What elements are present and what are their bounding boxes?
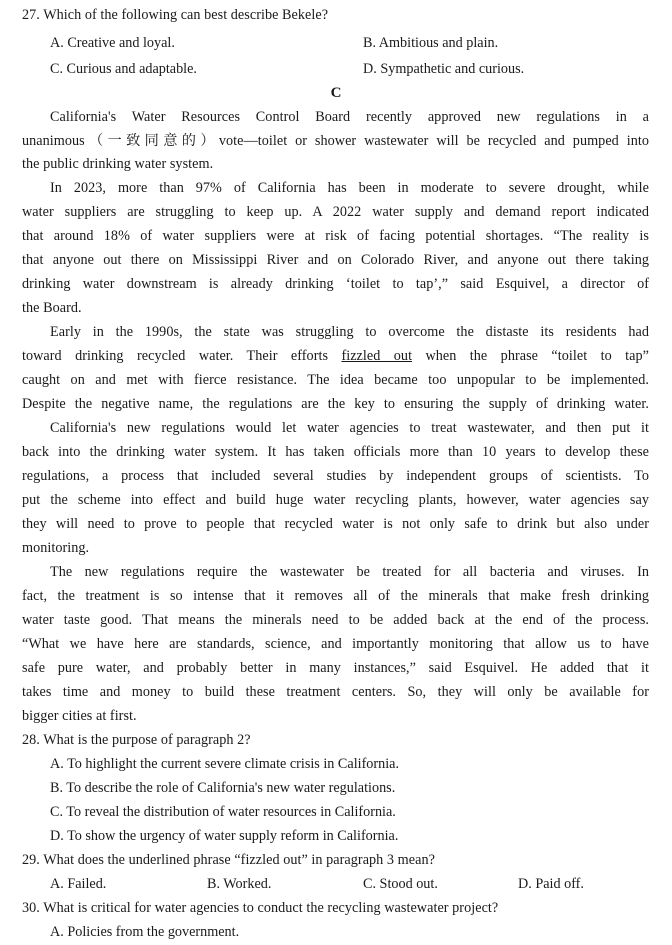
passage-line: that anyone out there on Mississippi River and on Colorado River, and anyone out there taking	[22, 252, 649, 268]
question-29-option-b: B. Worked.	[207, 876, 272, 892]
question-30-option-a: A. Policies from the government.	[50, 924, 240, 940]
passage-line: unanimous（一致同意的）vote—toilet or shower wastewater will be recycled and pumped into	[22, 133, 649, 149]
passage-line: the public drinking water system.	[22, 156, 214, 172]
question-29-option-c: C. Stood out.	[363, 876, 438, 892]
passage-line: bigger cities at first.	[22, 708, 137, 724]
passage-line: fact, the treatment is so intense that it removes all of the minerals that make fresh drinking	[22, 588, 649, 604]
passage-line: monitoring.	[22, 540, 90, 556]
passage-line: they will need to prove to people that recycled water is not only safe to drink but also under	[22, 516, 649, 532]
passage-line: put the scheme into effect and build huge water recycling plants, however, water agencies say	[22, 492, 649, 508]
passage-line: drinking water downstream is already drinking ‘toilet to tap’,” said Esquivel, a director of	[22, 276, 649, 292]
question-27-option-d: D. Sympathetic and curious.	[363, 61, 525, 77]
passage-line: water taste good. That means the minerals need to be added back at the end of the process.	[22, 612, 649, 628]
passage-line: Early in the 1990s, the state was struggling to overcome the distaste its residents had	[50, 324, 649, 340]
passage-line: California's Water Resources Control Board recently approved new regulations in a	[50, 109, 649, 125]
question-30-stem: 30. What is critical for water agencies to conduct the recycling wastewater project?	[22, 900, 499, 916]
passage-line-underlined-phrase: toward drinking recycled water. Their efforts fizzled out when the phrase “toilet to tap”	[22, 348, 649, 364]
section-heading: C	[330, 85, 342, 101]
question-27-option-c: C. Curious and adaptable.	[50, 61, 197, 77]
question-27-option-b: B. Ambitious and plain.	[363, 35, 499, 51]
passage-line: Despite the negative name, the regulations are the key to ensuring the supply of drinking water.	[22, 396, 649, 412]
question-28-option-c: C. To reveal the distribution of water resources in California.	[50, 804, 396, 820]
passage-line: caught on and met with fierce resistance. The idea became too unpopular to be implemented.	[22, 372, 649, 388]
passage-line: water suppliers are struggling to keep up. A 2022 water supply and demand report indicated	[22, 204, 649, 220]
question-29-option-d: D. Paid off.	[518, 876, 584, 892]
question-29-stem: 29. What does the underlined phrase “fizzled out” in paragraph 3 mean?	[22, 852, 435, 868]
question-27-option-a: A. Creative and loyal.	[50, 35, 175, 51]
passage-line: the Board.	[22, 300, 82, 316]
question-28-stem: 28. What is the purpose of paragraph 2?	[22, 732, 251, 748]
passage-line: takes time and money to build these treatment centers. So, they will only be available for	[22, 684, 649, 700]
passage-line: The new regulations require the wastewater be treated for all bacteria and viruses. In	[50, 564, 649, 580]
passage-line: In 2023, more than 97% of California has been in moderate to severe drought, while	[50, 180, 649, 196]
passage-line: safe pure water, and probably better in many instances,” said Esquivel. He added that it	[22, 660, 649, 676]
question-28-option-b: B. To describe the role of California's new water regulations.	[50, 780, 396, 796]
question-27-stem: 27. Which of the following can best describe Bekele?	[22, 7, 329, 23]
passage-line: regulations, a process that included several studies by independent groups of scientists. To	[22, 468, 649, 484]
passage-line: back into the drinking water system. It has taken officials more than 10 years to develop these	[22, 444, 649, 460]
passage-line: that around 18% of water suppliers were at risk of facing potential shortages. “The reality is	[22, 228, 649, 244]
underlined-phrase: fizzled out	[341, 348, 413, 364]
passage-line: California's new regulations would let water agencies to treat wastewater, and then put it	[50, 420, 649, 436]
passage-line: “What we have here are standards, science, and importantly monitoring that allow us to have	[22, 636, 649, 652]
question-29-option-a: A. Failed.	[50, 876, 107, 892]
question-28-option-d: D. To show the urgency of water supply reform in California.	[50, 828, 399, 844]
question-28-option-a: A. To highlight the current severe climate crisis in California.	[50, 756, 399, 772]
